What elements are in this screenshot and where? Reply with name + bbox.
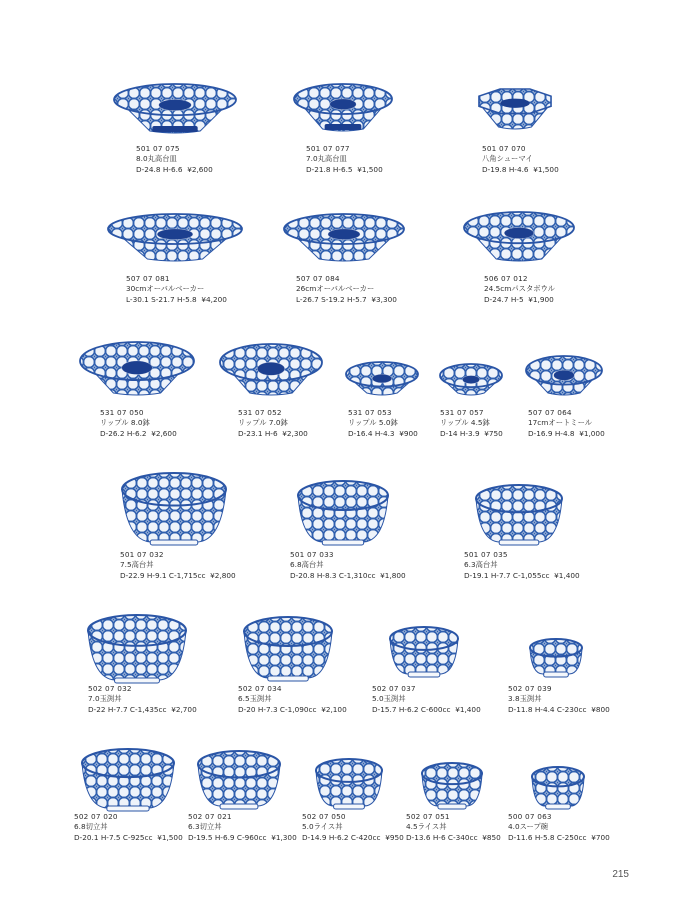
product-name: 26cmオーバルベーカー xyxy=(296,284,375,294)
product-caption xyxy=(136,144,213,175)
product-spec-price xyxy=(238,429,308,439)
product-name: 7.0玉渕丼 xyxy=(88,694,122,704)
product-spec: D-16.9 H-4.8 xyxy=(528,428,575,438)
product-caption xyxy=(188,812,297,843)
product-price: ¥850 xyxy=(482,832,501,842)
product-name: 3.8玉渕丼 xyxy=(508,694,542,704)
product-spec-price xyxy=(508,833,610,843)
product-name: リップル 5.0鉢 xyxy=(348,418,398,428)
bowl-image xyxy=(80,748,176,812)
bowl-image xyxy=(388,626,460,678)
dish-image xyxy=(474,86,556,130)
product-name: 八角シューマイ xyxy=(482,154,533,164)
product-spec: D-16.4 H-4.3 xyxy=(348,428,395,438)
product-spec: D-20.1 H-7.5 C-925cc xyxy=(74,832,153,842)
product-spec-price xyxy=(290,571,406,581)
product-spec-price xyxy=(528,429,605,439)
dish-image xyxy=(112,82,238,134)
product-code: 502 07 051 xyxy=(406,812,450,821)
oval-baker-image xyxy=(282,212,406,262)
product-name: 6.3高台丼 xyxy=(464,560,498,570)
product-code: 531 07 052 xyxy=(238,408,282,417)
product-spec-price xyxy=(238,705,347,715)
bowl-image xyxy=(474,484,564,546)
dish-image xyxy=(292,82,394,132)
product-price: ¥2,700 xyxy=(171,704,197,714)
product-price: ¥4,200 xyxy=(201,294,227,304)
product-name: 7.5高台丼 xyxy=(120,560,154,570)
product-spec: L-26.7 S-19.2 H-5.7 xyxy=(296,294,367,304)
product-name: 6.3切立丼 xyxy=(188,822,222,832)
product-spec-price xyxy=(126,295,227,305)
product-code: 501 07 032 xyxy=(120,550,164,559)
product-caption xyxy=(238,684,347,715)
product-code: 507 07 081 xyxy=(126,274,170,283)
product-name: 17cmオートミール xyxy=(528,418,593,428)
product-caption xyxy=(100,408,177,439)
product-caption xyxy=(238,408,308,439)
product-code: 506 07 012 xyxy=(484,274,528,283)
product-spec-price xyxy=(372,705,481,715)
product-spec: D-19.8 H-4.6 xyxy=(482,164,529,174)
product-spec: D-19.5 H-6.9 C-960cc xyxy=(188,832,267,842)
product-caption xyxy=(290,550,406,581)
product-spec: D-22.9 H-9.1 C-1,715cc xyxy=(120,570,206,580)
product-price: ¥2,800 xyxy=(210,570,236,580)
product-caption xyxy=(508,684,610,715)
product-caption xyxy=(528,408,605,439)
product-caption xyxy=(464,550,580,581)
product-price: ¥2,100 xyxy=(321,704,347,714)
bowl-image xyxy=(528,638,584,678)
product-spec: D-22 H-7.7 C-1,435cc xyxy=(88,704,167,714)
product-spec: D-14 H-3.9 xyxy=(440,428,480,438)
product-code: 507 07 064 xyxy=(528,408,572,417)
product-code: 531 07 057 xyxy=(440,408,484,417)
product-spec-price xyxy=(508,705,610,715)
product-caption xyxy=(120,550,236,581)
product-code: 502 07 039 xyxy=(508,684,552,693)
product-spec-price xyxy=(482,165,559,175)
product-caption xyxy=(302,812,404,843)
product-spec: L-30.1 S-21.7 H-5.8 xyxy=(126,294,197,304)
product-spec-price xyxy=(348,429,418,439)
product-caption xyxy=(440,408,503,439)
product-code: 502 07 032 xyxy=(88,684,132,693)
product-spec: D-20 H-7.3 C-1,090cc xyxy=(238,704,317,714)
product-spec-price xyxy=(188,833,297,843)
product-spec-price xyxy=(136,165,213,175)
bowl-image xyxy=(420,762,484,810)
product-spec-price xyxy=(484,295,555,305)
product-price: ¥750 xyxy=(484,428,503,438)
product-caption xyxy=(74,812,183,843)
product-code: 501 07 075 xyxy=(136,144,180,153)
product-spec-price xyxy=(306,165,383,175)
product-name: 24.5cmパスタボウル xyxy=(484,284,555,294)
product-spec-price xyxy=(100,429,177,439)
product-caption xyxy=(306,144,383,175)
product-price: ¥950 xyxy=(385,832,404,842)
product-name: 7.0丸高台皿 xyxy=(306,154,347,164)
product-spec: D-14.9 H-6.2 C-420cc xyxy=(302,832,381,842)
bowl-image xyxy=(530,766,586,810)
product-spec: D-20.8 H-8.3 C-1,310cc xyxy=(290,570,376,580)
product-spec-price xyxy=(88,705,197,715)
product-name: 5.0ライス丼 xyxy=(302,822,343,832)
product-caption xyxy=(484,274,555,305)
product-code: 531 07 053 xyxy=(348,408,392,417)
product-price: ¥2,300 xyxy=(282,428,308,438)
product-price: ¥2,600 xyxy=(151,428,177,438)
product-spec: D-19.1 H-7.7 C-1,055cc xyxy=(464,570,550,580)
product-name: 5.0玉渕丼 xyxy=(372,694,406,704)
product-code: 502 07 037 xyxy=(372,684,416,693)
product-price: ¥3,300 xyxy=(371,294,397,304)
oval-baker-image xyxy=(462,210,576,262)
product-name: 4.0スープ碗 xyxy=(508,822,549,832)
product-spec: D-11.6 H-5.8 C-250cc xyxy=(508,832,587,842)
product-price: ¥1,000 xyxy=(579,428,605,438)
product-spec-price xyxy=(120,571,236,581)
product-spec: D-23.1 H-6 xyxy=(238,428,278,438)
product-price: ¥1,500 xyxy=(357,164,383,174)
product-caption xyxy=(372,684,481,715)
product-caption xyxy=(296,274,397,305)
product-name: リップル 7.0鉢 xyxy=(238,418,288,428)
product-code: 501 07 035 xyxy=(464,550,508,559)
bowl-image xyxy=(242,616,334,682)
product-code: 502 07 020 xyxy=(74,812,118,821)
product-name: 8.0丸高台皿 xyxy=(136,154,177,164)
product-caption xyxy=(126,274,227,305)
product-code: 502 07 034 xyxy=(238,684,282,693)
dish-image xyxy=(438,362,504,396)
product-code: 501 07 070 xyxy=(482,144,526,153)
product-code: 501 07 077 xyxy=(306,144,350,153)
product-name: 30cmオーバルベーカー xyxy=(126,284,205,294)
dish-image xyxy=(78,340,196,396)
product-price: ¥700 xyxy=(591,832,610,842)
product-spec: D-21.8 H-6.5 xyxy=(306,164,353,174)
product-price: ¥1,800 xyxy=(380,570,406,580)
product-spec: D-15.7 H-6.2 C-600cc xyxy=(372,704,451,714)
product-caption xyxy=(348,408,418,439)
product-name: リップル 8.0鉢 xyxy=(100,418,150,428)
product-name: リップル 4.5鉢 xyxy=(440,418,490,428)
product-spec: D-24.8 H-6.6 xyxy=(136,164,183,174)
dish-image xyxy=(344,360,420,396)
product-spec-price xyxy=(296,295,397,305)
product-spec-price xyxy=(464,571,580,581)
bowl-image xyxy=(196,750,282,810)
product-spec: D-24.7 H-5 xyxy=(484,294,524,304)
product-spec-price xyxy=(302,833,404,843)
product-caption xyxy=(406,812,501,843)
product-name: 6.5玉渕丼 xyxy=(238,694,272,704)
product-price: ¥800 xyxy=(591,704,610,714)
page-number: 215 xyxy=(612,869,629,880)
product-code: 531 07 050 xyxy=(100,408,144,417)
product-price: ¥1,900 xyxy=(528,294,554,304)
product-spec-price xyxy=(406,833,501,843)
product-spec-price xyxy=(440,429,503,439)
product-spec: D-11.8 H-4.4 C-230cc xyxy=(508,704,587,714)
product-price: ¥1,400 xyxy=(455,704,481,714)
product-caption xyxy=(482,144,559,175)
product-name: 6.8高台丼 xyxy=(290,560,324,570)
product-code: 502 07 050 xyxy=(302,812,346,821)
product-price: ¥1,400 xyxy=(554,570,580,580)
product-spec: D-13.6 H-6 C-340cc xyxy=(406,832,478,842)
product-name: 6.8切立丼 xyxy=(74,822,108,832)
product-price: ¥1,300 xyxy=(271,832,297,842)
bowl-image xyxy=(314,758,384,810)
product-spec: D-26.2 H-6.2 xyxy=(100,428,147,438)
product-name: 4.5ライス丼 xyxy=(406,822,447,832)
dish-image xyxy=(218,342,324,396)
dish-image xyxy=(524,354,604,396)
product-price: ¥1,500 xyxy=(533,164,559,174)
product-code: 500 07 063 xyxy=(508,812,552,821)
bowl-image xyxy=(86,614,188,684)
oval-baker-image xyxy=(106,212,244,262)
product-price: ¥2,600 xyxy=(187,164,213,174)
product-code: 502 07 021 xyxy=(188,812,232,821)
product-price: ¥900 xyxy=(399,428,418,438)
product-caption xyxy=(508,812,610,843)
product-code: 507 07 084 xyxy=(296,274,340,283)
product-code: 501 07 033 xyxy=(290,550,334,559)
product-price: ¥1,500 xyxy=(157,832,183,842)
bowl-image xyxy=(296,480,390,546)
bowl-image xyxy=(120,472,228,546)
product-spec-price xyxy=(74,833,183,843)
product-caption xyxy=(88,684,197,715)
